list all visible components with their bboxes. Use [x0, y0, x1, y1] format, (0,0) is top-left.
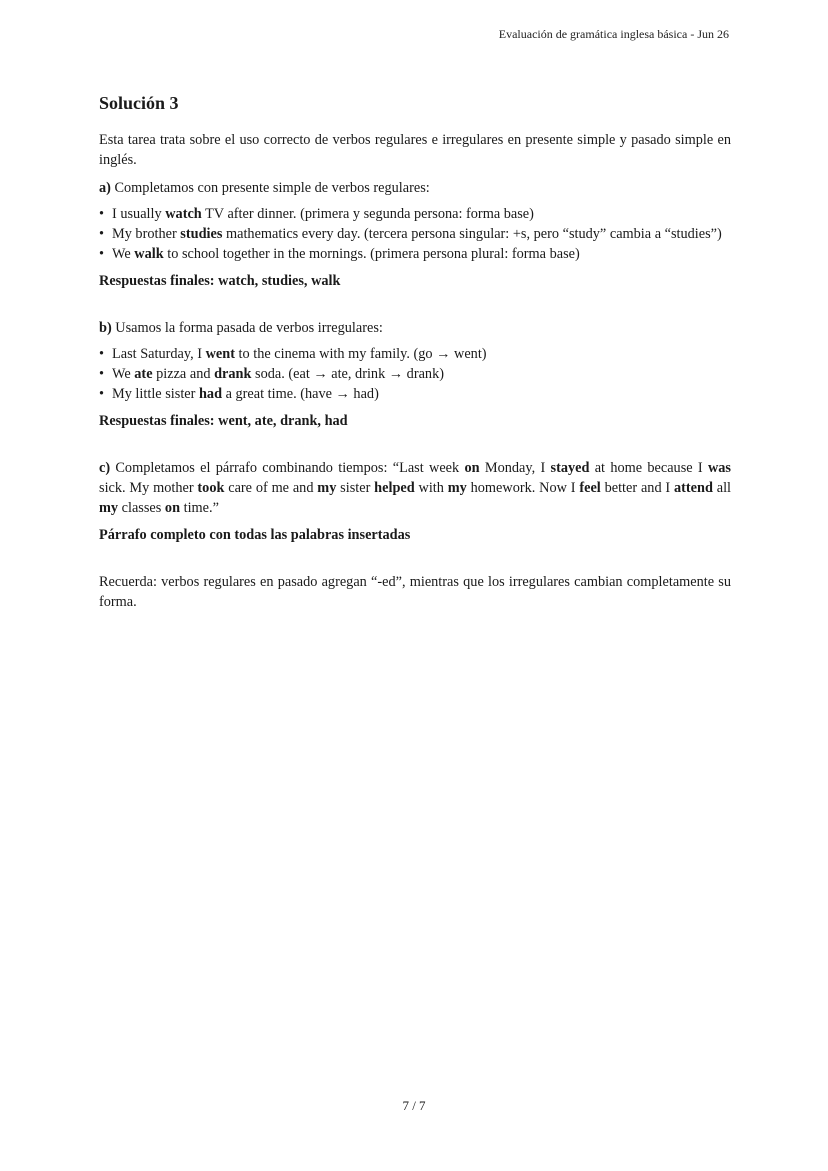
- part-b-instruction: [99, 318, 731, 338]
- inserted-word: feel: [579, 480, 601, 496]
- list-item: [99, 224, 731, 244]
- part-a-label: a): [99, 180, 111, 196]
- item-text: My little sister: [112, 386, 199, 402]
- list-item: [99, 244, 731, 264]
- paragraph-text: with: [414, 480, 448, 496]
- item-text: to school together in the mornings. (primera persona plural: forma base): [163, 246, 580, 262]
- paragraph-text: Completamos el párrafo combinando tiempos: “Last week: [110, 460, 465, 476]
- paragraph-text: at home because I: [589, 460, 708, 476]
- paragraph-text: Monday, I: [479, 460, 551, 476]
- inserted-word: my: [99, 500, 119, 516]
- paragraph-text: time.”: [180, 500, 219, 516]
- inserted-word: was: [707, 460, 731, 476]
- verb-answer: drank: [214, 366, 252, 382]
- inserted-word: took: [197, 480, 225, 496]
- page-number: 7 / 7: [402, 1098, 426, 1113]
- paragraph-text: care of me and: [224, 480, 318, 496]
- item-text: My brother: [112, 226, 181, 242]
- solution-body: [99, 130, 731, 612]
- part-a-list: [99, 204, 731, 264]
- inserted-word: stayed: [550, 460, 590, 476]
- part-b-list: [99, 344, 731, 404]
- item-text: We: [112, 366, 135, 382]
- running-header: Evaluación de gramática inglesa básica - Jun 26: [498, 27, 729, 41]
- inserted-word: on: [164, 500, 181, 516]
- part-b-label: b): [99, 320, 112, 336]
- item-text: to the cinema with my family. (go → went): [234, 346, 487, 362]
- intro-paragraph: Esta tarea trata sobre el uso correcto de verbos regulares e irregulares en presente simple y pasado simple en inglés.: [99, 132, 731, 168]
- part-c-label: c): [99, 460, 111, 476]
- part-a-instruction: [99, 178, 731, 198]
- part-c-paragraph: [99, 458, 731, 518]
- item-text: We: [112, 246, 135, 262]
- part-a-instruction-text: Completamos con presente simple de verbos regulares:: [110, 180, 430, 196]
- paragraph-text: sick. My mother: [99, 480, 198, 496]
- inserted-word: on: [464, 460, 480, 476]
- list-item: [99, 364, 731, 384]
- reminder-paragraph: Recuerda: verbos regulares en pasado agregan “-ed”, mientras que los irregulares cambian completamente su forma.: [99, 574, 731, 610]
- verb-answer: went: [205, 346, 235, 362]
- inserted-word: my: [447, 480, 467, 496]
- verb-answer: ate: [134, 366, 153, 382]
- list-item: [99, 384, 731, 404]
- inserted-word: my: [317, 480, 337, 496]
- paragraph-text: better and I: [600, 480, 674, 496]
- inserted-word: helped: [374, 480, 415, 496]
- verb-answer: had: [198, 386, 223, 402]
- paragraph-text: homework. Now I: [466, 480, 580, 496]
- paragraph-text: classes: [118, 500, 165, 516]
- paragraph-text: sister: [336, 480, 375, 496]
- item-text: mathematics every day. (tercera persona singular: +s, pero “study” cambia a “studies”): [222, 226, 722, 242]
- list-item: [99, 344, 731, 364]
- item-text: TV after dinner. (primera y segunda persona: forma base): [201, 206, 534, 222]
- paragraph-text: all: [712, 480, 732, 496]
- verb-answer: studies: [180, 226, 223, 242]
- item-text: soda. (eat → ate, drink → drank): [251, 366, 444, 382]
- item-text: Last Saturday, I: [112, 346, 206, 362]
- part-b-instruction-text: Usamos la forma pasada de verbos irregulares:: [111, 320, 383, 336]
- part-b-final-answer: Respuestas finales: went, ate, drank, had: [99, 413, 348, 429]
- section-title: Solución 3: [99, 93, 179, 113]
- item-text: a great time. (have → had): [222, 386, 379, 402]
- item-text: I usually: [112, 206, 166, 222]
- part-a-final-answer: Respuestas finales: watch, studies, walk: [99, 273, 341, 289]
- verb-answer: walk: [134, 246, 164, 262]
- part-c-final-answer: Párrafo completo con todas las palabras insertadas: [99, 527, 411, 543]
- inserted-word: attend: [673, 480, 713, 496]
- verb-answer: watch: [165, 206, 202, 222]
- item-text: pizza and: [152, 366, 215, 382]
- list-item: [99, 204, 731, 224]
